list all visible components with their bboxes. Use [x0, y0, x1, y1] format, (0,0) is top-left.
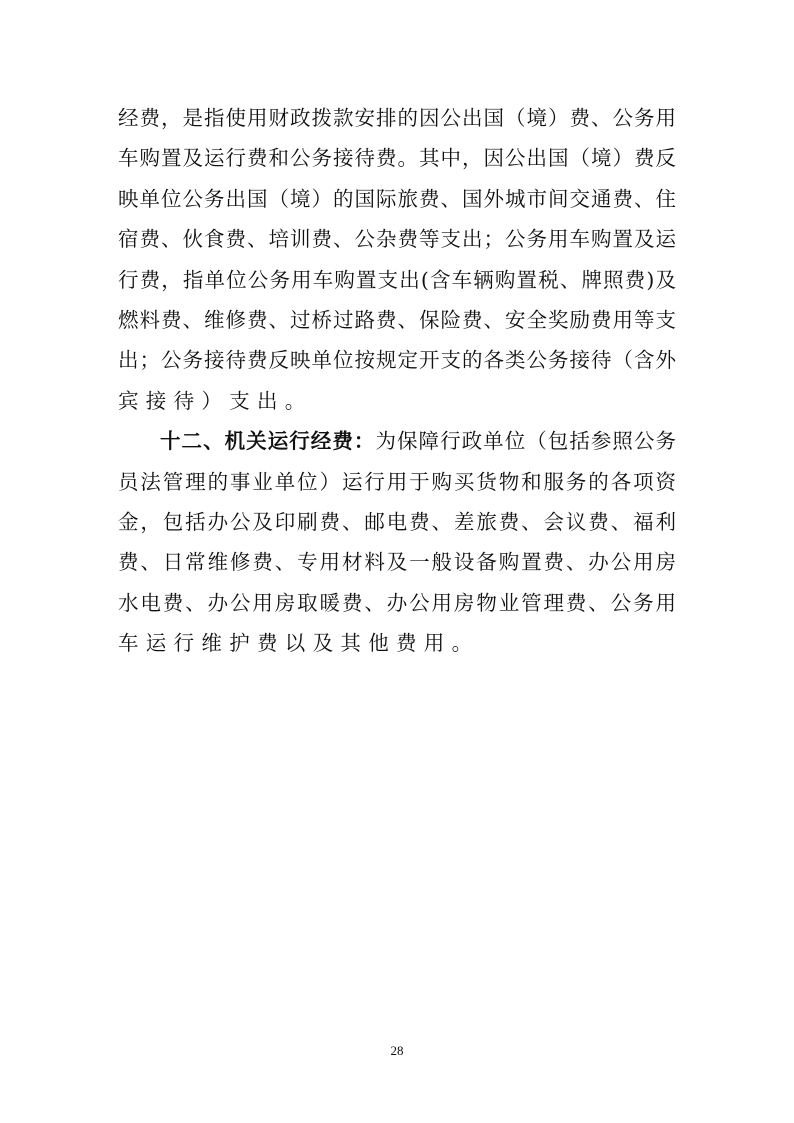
text-line: 水电费、办公用房取暖费、办公用房物业管理费、公务用 [118, 590, 676, 615]
document-body [118, 103, 676, 668]
section-heading: 十二、机关运行经费： [160, 429, 376, 454]
text-line: 映单位公务出国（境）的国际旅费、国外城市间交通费、住 [118, 186, 676, 211]
text-line: 车购置及运行费和公务接待费。其中，因公出国（境）费反 [118, 146, 676, 171]
text-line: 宾接待）支出。 [118, 388, 313, 413]
text-line: 出；公务接待费反映单位按规定开支的各类公务接待（含外 [118, 348, 676, 373]
text-line: 员法管理的事业单位）运行用于购买货物和服务的各项资 [118, 469, 676, 494]
text-line: 车运行维护费以及其他费用。 [118, 631, 480, 656]
paragraph-public-funds [118, 103, 676, 426]
text-span: 为保障行政单位（包括参照公务 [375, 429, 677, 454]
text-line: 经费，是指使用财政拨款安排的因公出国（境）费、公务用 [118, 106, 676, 130]
page-number: 28 [390, 1043, 404, 1058]
paragraph-operating-expenses [118, 426, 676, 668]
text-line: 燃料费、维修费、过桥过路费、保险费、安全奖励费用等支 [118, 307, 676, 332]
text-line: 费、日常维修费、专用材料及一般设备购置费、办公用房 [118, 550, 676, 575]
text-line: 行费，指单位公务用车购置支出(含车辆购置税、牌照费)及 [118, 267, 676, 292]
text-line: 宿费、伙食费、培训费、公杂费等支出；公务用车购置及运 [118, 227, 676, 252]
text-line [118, 426, 676, 466]
text-line: 金，包括办公及印刷费、邮电费、差旅费、会议费、福利 [118, 509, 676, 534]
